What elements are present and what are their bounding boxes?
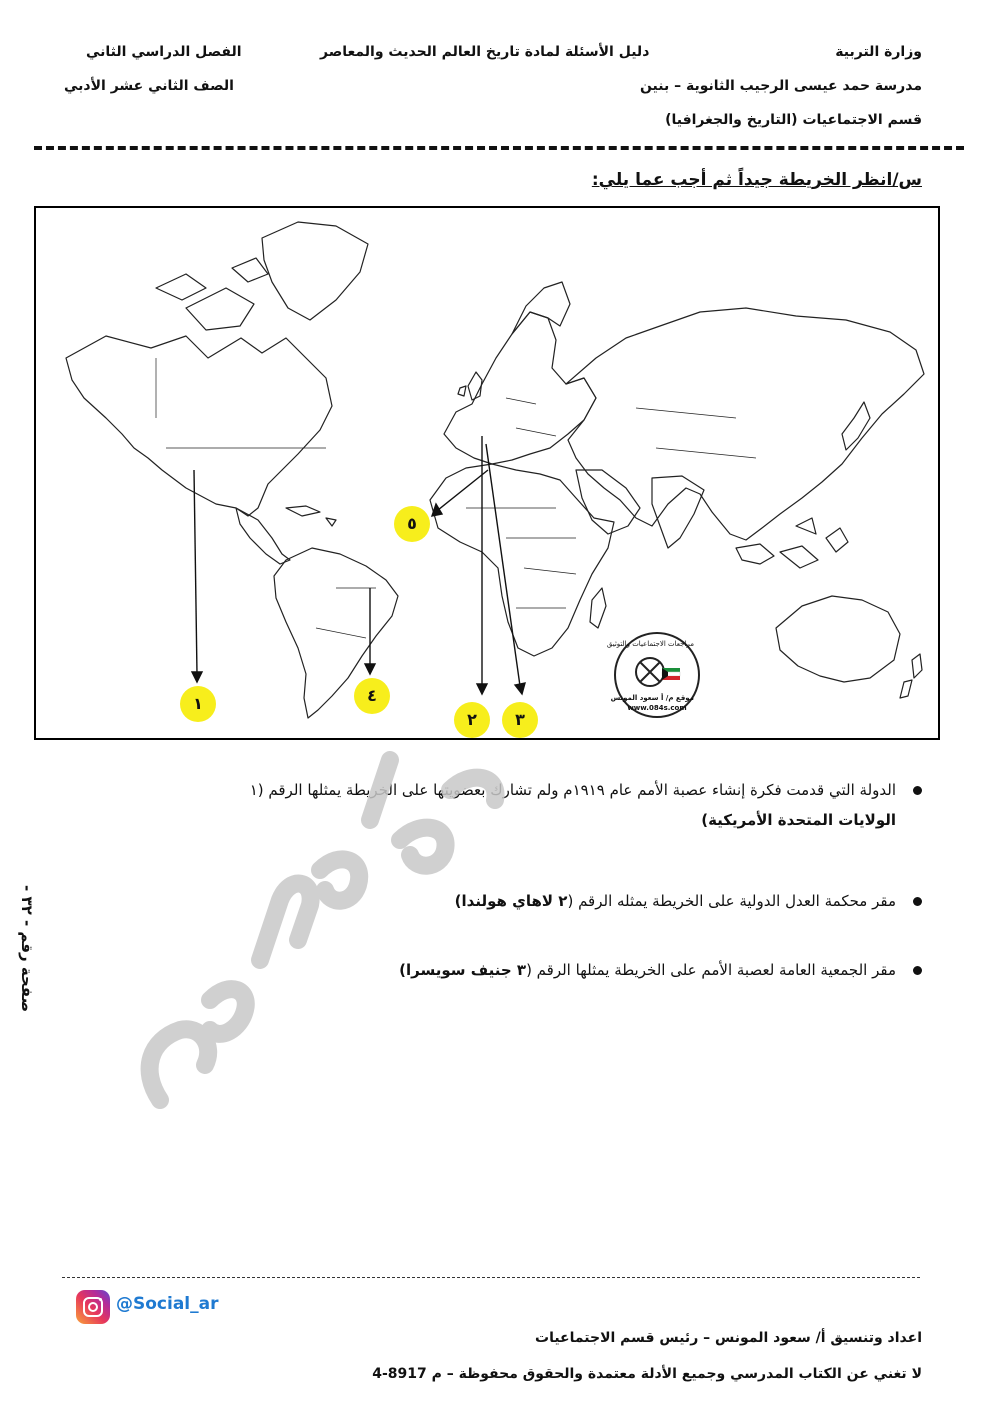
bullet-2 [913,897,922,906]
logo-url: www.084s.com [627,704,687,712]
logo-emblem [630,652,684,692]
arabia-outline [576,470,640,534]
scandinavia-outline [512,282,570,334]
header-separator [34,146,964,150]
japan-outline [842,402,870,450]
marker-2: ٢ [454,702,490,738]
country-borders [156,358,756,638]
watermark [120,700,540,1140]
marker-3: ٣ [502,702,538,738]
prepared-by: اعداد وتنسيق أ/ سعود المونس – رئيس قسم الاجتماعيات [535,1330,922,1346]
logo-bottom-text: موقع م/ أ سعود المونس [610,694,694,702]
bullet-1 [913,786,922,795]
arrowhead-1 [192,672,202,682]
arrow-1 [194,470,197,674]
instagram-icon[interactable] [76,1290,110,1324]
central-america-outline [236,508,290,564]
marker-1: ١ [180,686,216,722]
greenland-outline [262,222,368,320]
arrowhead-2 [477,684,487,694]
australia-outline [776,596,900,682]
world-map-drawing [36,208,938,738]
arrow-3 [486,444,520,686]
item-2-answer: ٢ لاهاي هولندا) [454,892,568,910]
bullet-3 [913,966,922,975]
copyright-notice: لا تغني عن الكتاب المدرسي وجميع الأدلة معتمدة والحقوق محفوظة – م 8917-4 [372,1366,922,1382]
asia-outline [566,308,924,540]
item-3-text: مقر الجمعية العامة لعصبة الأمم على الخريطة يمثلها الرقم ( [526,961,896,979]
guide-title: دليل الأسئلة لمادة تاريخ العالم الحديث والمعاصر [320,44,650,60]
africa-outline [430,464,614,656]
india-outline [652,476,704,548]
ministry-label: وزارة التربية [835,44,922,60]
europe-outline [444,312,596,464]
marker-4: ٤ [354,678,390,714]
grade-label: الصف الثاني عشر الأدبي [64,78,234,94]
arrowhead-4 [365,664,375,674]
item-1-answer: الولايات المتحدة الأمريكية) [701,811,896,829]
caribbean-islands [286,506,336,526]
social-handle[interactable]: @Social_ar [116,1294,219,1314]
page-number-label: صفحة رقم - ٣٢ - [18,885,36,1013]
site-logo [606,632,700,718]
question-title: س/انظر الخريطة جيداً ثم أجب عما يلي: [591,170,922,190]
item-3-answer: ٣ جنيف سويسرا) [399,961,527,979]
madagascar-outline [590,588,606,628]
arrow-5 [438,470,488,510]
department-label: قسم الاجتماعيات (التاريخ والجغرافيا) [665,112,922,128]
item-2-text: مقر محكمة العدل الدولية على الخريطة يمثله الرقم ( [567,892,896,910]
marker-5: ٥ [394,506,430,542]
school-name: مدرسة حمد عيسى الرجيب الثانوية – بنين [639,78,922,94]
footer-separator [62,1277,920,1278]
arctic-islands [156,258,268,330]
semester-label: الفصل الدراسي الثاني [86,44,242,60]
arrowhead-3 [515,683,525,694]
arrowhead-5 [432,504,442,516]
southeast-asia-islands [736,518,848,568]
world-map [34,206,940,740]
new-zealand-outline [900,654,922,698]
north-america-outline [66,336,332,516]
item-1-text: الدولة التي قدمت فكرة إنشاء عصبة الأمم عام ١٩١٩م ولم تشارك بعضويتها على الخريطة يمثلها الرقم (١ [249,781,896,799]
uk-outline [458,372,482,400]
logo-top-text: مراجعات الاجتماعيات والتوثيق [606,640,694,648]
